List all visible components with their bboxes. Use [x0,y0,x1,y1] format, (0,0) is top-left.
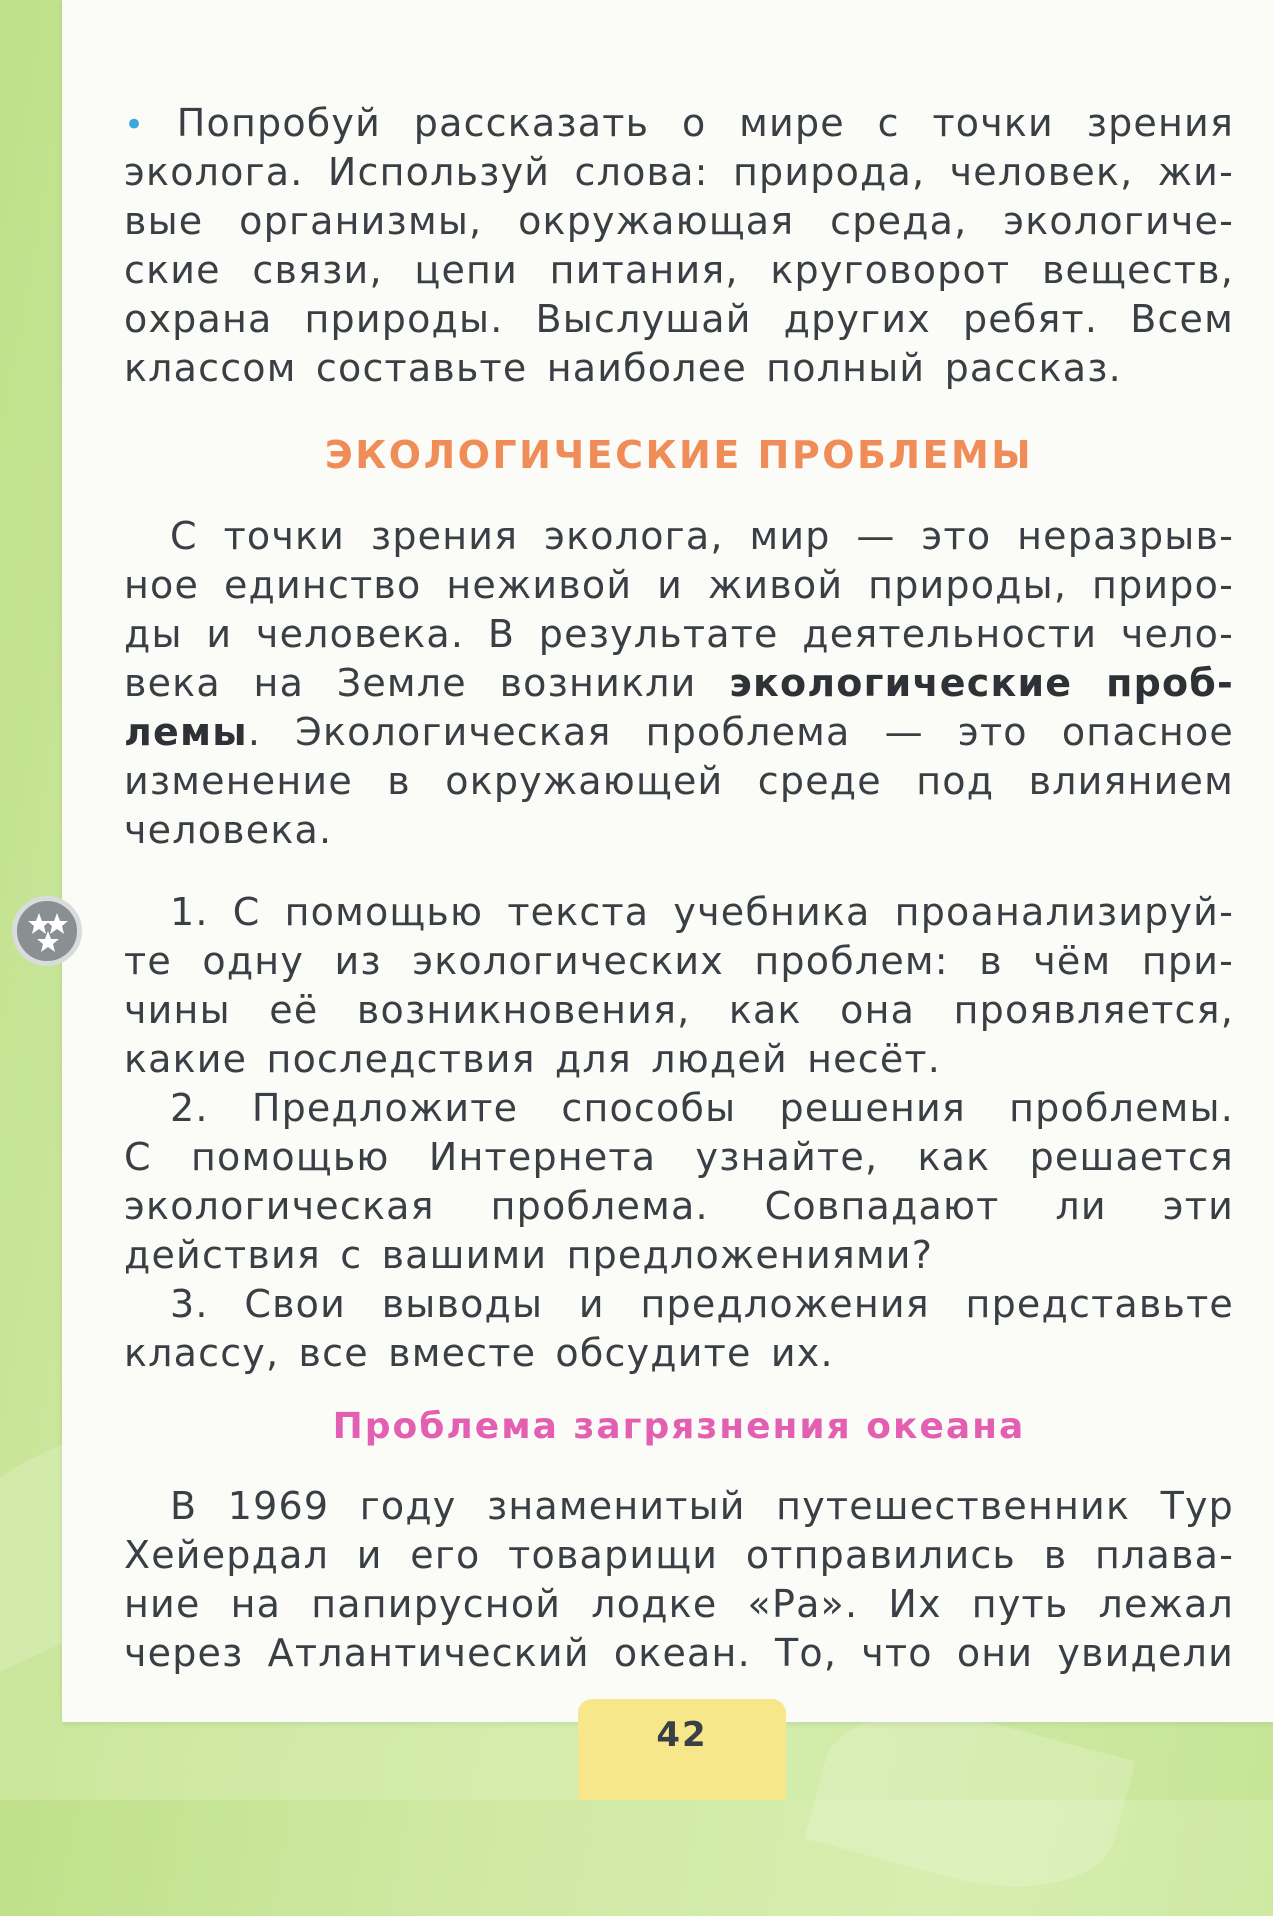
intro-line: классом составьте наиболее полный рассказ. [124,346,1122,390]
key-term: лемы [124,710,248,754]
definition-line: ное единство неживой и живой природы, приро- [124,563,1234,607]
intro-line: Попробуй рассказать о мире с точки зрения [176,101,1234,145]
task-line: 2. Предложите способы решения проблемы. [170,1086,1234,1130]
definition-line: человека. [124,808,333,852]
task-line: действия с вашими предложениями? [124,1233,934,1277]
subsection-title: Проблема загрязнения океана [332,1406,1026,1447]
definition-text: века на Земле возникли [124,661,730,705]
definition-line: изменение в окружающей среде под влиянием [124,759,1234,803]
intro-line: охрана природы. Выслушай других ребят. Всем [124,297,1234,341]
definition-line: С точки зрения эколога, мир — это неразрыв- [170,514,1234,558]
task-line: 1. С помощью текста учебника проанализируй- [170,890,1234,934]
intro-line: эколога. Используй слова: природа, человек, жи- [124,150,1234,194]
bullet-icon: • [124,105,177,145]
ocean-line: В 1969 году знаменитый путешественник Тур [170,1484,1234,1528]
definition-line: ды и человека. В результате деятельности чело- [124,612,1234,656]
task-line: классу, все вместе обсудите их. [124,1331,834,1375]
page-number: 42 [656,1715,708,1755]
intro-line: вые организмы, окружающая среда, экологиче- [124,199,1234,243]
task-line: чины её возникновения, как она проявляется, [124,988,1234,1032]
ocean-line: ние на папирусной лодке «Ра». Их путь лежал [124,1582,1234,1626]
definition-paragraph [124,512,1234,855]
intro-line: ские связи, цепи питания, круговорот веществ, [124,248,1234,292]
task-line: какие последствия для людей несёт. [124,1037,942,1081]
task-line: те одну из экологических проблем: в чём при- [124,939,1234,983]
task-line: С помощью Интернета узнайте, как решается [124,1135,1234,1179]
task-line: 3. Свои выводы и предложения представьте [170,1282,1234,1326]
key-term: экологические проб- [729,661,1234,705]
task-line: экологическая проблема. Совпадают ли эти [124,1184,1234,1228]
ocean-line: Хейердал и его товарищи отправились в плава- [124,1533,1234,1577]
definition-text: . Экологическая проблема — это опасное [247,710,1234,754]
intro-paragraph [124,99,1234,393]
tasks-list [124,888,1234,1378]
ocean-line: через Атлантический океан. То, что они увидели [124,1631,1234,1675]
group-work-icon [12,896,82,966]
stars-icon [17,901,77,961]
section-title: ЭКОЛОГИЧЕСКИЕ ПРОБЛЕМЫ [324,433,1034,477]
ocean-paragraph [124,1482,1234,1678]
